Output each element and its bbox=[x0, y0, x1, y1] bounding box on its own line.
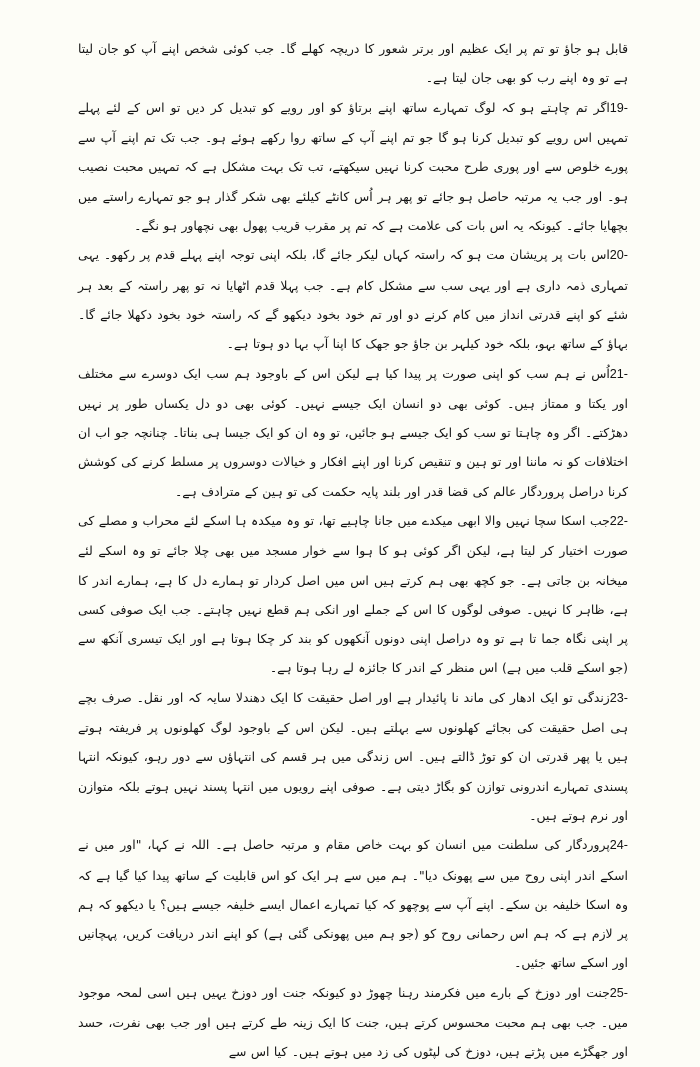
paragraph-20 bbox=[78, 240, 628, 358]
paragraph-text: جنت اور دوزخ کے بارے میں فکرمند رہنا چھوڑ دو کیونکہ جنت اور دوزخ یہیں ہیں اسی لمحہ موجود میں۔ جب بھی ہم محبت محسوس کرتے ہیں، جنت کا ایک زینہ طے کرتے ہیں اور جب بھی نفرت، حسد اور جھگڑے میں پڑتے ہیں، دوزخ کی لپٹوں کی زد میں ہوتے ہیں۔ کیا اس سے bbox=[78, 985, 628, 1060]
paragraph-text: قابل ہو جاؤ تو تم پر ایک عظیم اور برتر شعور کا دریچہ کھلے گا۔ جب کوئی شخص اپنے آپ کو جان لیتا ہے تو وہ اپنے رب کو بھی جان لیتا ہے۔ bbox=[78, 41, 628, 86]
paragraph-number-22: 22- bbox=[609, 514, 628, 529]
paragraph-number-23: 23- bbox=[609, 690, 628, 705]
paragraph-text: پروردگار کی سلطنت میں انسان کو بہت خاص مقام و مرتبہ حاصل ہے۔ اللہ نے کہا، "اور میں نے اسکے اندر اپنی روح میں سے پھونک دیا"۔ ہم میں سے ہر ایک کو اس قابلیت کے ساتھ پیدا کیا گیا ہے کہ وہ اسکا خلیفہ بن سکے۔ اپنے آپ سے پوچھو کہ کیا تمہارے اعمال ایسے خلیفہ جیسے ہیں؟ یا دیکھو کہ ہم پر لازم ہے کہ ہم اس رحمانی روح کو (جو ہم میں پھونکی گئی ہے) کو اپنے اندر دریافت کریں، پہچانیں اور اسکے ساتھ جئیں۔ bbox=[78, 837, 628, 971]
paragraph-24 bbox=[78, 830, 628, 977]
paragraph-22 bbox=[78, 506, 628, 682]
paragraph-number-19: 19- bbox=[609, 100, 628, 115]
paragraph-text: جب اسکا سچا نہیں والا ابھی میکدے میں جانا چاہیے تھا، تو وہ میکدہ ہا اسکے لئے محراب و مصلے کی صورت اختیار کر لیتا ہے، لیکن اگر کوئی ہو کا ہوا سے خوار مسجد میں بھی چلا جائے تو وہ اسکے لئے میخانہ بن جاتی ہے۔ جو کچھ بھی ہم کرتے ہیں اس میں اصل کردار تو ہمارے دل کا ہے، ہمارے اندر کا ہے، ظاہر کا نہیں۔ صوفی لوگوں کا اس کے جملے اور انکی ہم قطع نہیں چاہتے۔ جب ایک صوفی کسی پر اپنی نگاہ جما تا ہے تو وہ دراصل اپنی دونوں آنکھوں کو بند کر چکا ہوتا ہے اور ایک تیسری آنکھ سے (جو اسکے قلب میں ہے) اس منظر کے اندر کا جائزہ لے رہا ہوتا ہے۔ bbox=[78, 513, 628, 676]
paragraph-23 bbox=[78, 683, 628, 830]
document-body bbox=[78, 34, 628, 1067]
paragraph-text: زندگی تو ایک ادھار کی ماند نا پائیدار ہے اور اصل حقیقت کا ایک دھندلا سایہ کہ اور نقل۔ صرف بچے ہی اصل حقیقت کی بجائے کھلونوں سے بہلتے ہیں۔ لیکن اس کے باوجود لوگ کھلونوں پر فریفتہ ہوتے ہیں یا پھر قدرتی ان کو توڑ ڈالتے ہیں۔ اس زندگی میں ہر قسم کی انتہاؤں سے دور رہو، کیونکہ انتہا پسندی تمہارے اندرونی توازن کو بگاڑ دیتی ہے۔ صوفی اپنے رویوں میں انتہا پسند نہیں ہوتے بلکہ متوازن اور نرم ہوتے ہیں۔ bbox=[78, 689, 628, 823]
paragraph-number-24: 24- bbox=[609, 838, 628, 853]
paragraph-text: اُس نے ہم سب کو اپنی صورت پر پیدا کیا ہے لیکن اس کے باوجود ہم سب ایک دوسرے سے مختلف اور یکتا و ممتاز ہیں۔ کوئی بھی دو انسان ایک جیسے نہیں۔ کوئی بھی دو دل یکساں طور پر نہیں دھڑکتے۔ اگر وہ چاہتا تو سب کو ایک جیسے ہو جائیں، تو وہ ان کو ایک جیسا ہی بناتا۔ چنانچہ جو اب ان اختلافات کو نہ ماننا اور تو ہین و تنقیص کرنا اور اپنے افکار و خیالات دوسروں پر مسلط کرنے کی کوشش کرنا دراصل پروردگار عالم کی قضا قدر اور بلند پایہ حکمت کی تو ہین کے مترادف ہے۔ bbox=[78, 365, 628, 499]
paragraph-number-20: 20- bbox=[609, 248, 628, 263]
paragraph-19 bbox=[78, 93, 628, 240]
paragraph-text: اس بات پر پریشان مت ہو کہ راستہ کہاں لیکر جائے گا، بلکہ اپنی توجہ اپنے پہلے قدم پر رکھو۔ یہی تمہاری ذمہ داری ہے اور یہی سب سے مشکل کام ہے۔ جب پہلا قدم اٹھایا نہ تو پھر راستہ کے بعد ہر شئے کو اپنے قدرتی انداز میں کام کرنے دو اور تم خود بخود دیکھو گے کہ راستہ خود بخود دکھلا جائے گا۔ بہاؤ کے ساتھ بہو، بلکہ خود کیلہر بن جاؤ جو جھک کا اپنا آپ بہا دو ہوتا ہے۔ bbox=[78, 247, 628, 352]
paragraph-text: اگر تم چاہتے ہو کہ لوگ تمہارے ساتھ اپنے برتاؤ کو اور رویے کو تبدیل کر دیں تو اس کے لئے پہلے تمہیں اس رویے کو تبدیل کرنا ہو گا جو تم اپنے آپ کے ساتھ روا رکھے ہوئے ہو۔ جب تک تم اپنے آپ سے پورے خلوص سے اور پوری طرح محبت کرنا نہیں سیکھتے، تب تک بہت مشکل ہے کہ تمہیں محبت نصیب ہو۔ اور جب یہ مرتبہ حاصل ہو جائے تو پھر ہر اُس کانٹے کیلئے بھی شکر گذار ہو جو تمہارے راستے میں بچھایا جائے۔ کیونکہ یہ اس بات کی علامت ہے کہ تم پر مقرب قریب پھول بھی نچھاور ہو نگے۔ bbox=[78, 99, 628, 233]
paragraph-21 bbox=[78, 359, 628, 506]
paragraph-number-21: 21- bbox=[609, 366, 628, 381]
paragraph-number-25: 25- bbox=[609, 986, 628, 1000]
paragraph-continuation bbox=[78, 34, 628, 92]
paragraph-25 bbox=[78, 978, 628, 1067]
